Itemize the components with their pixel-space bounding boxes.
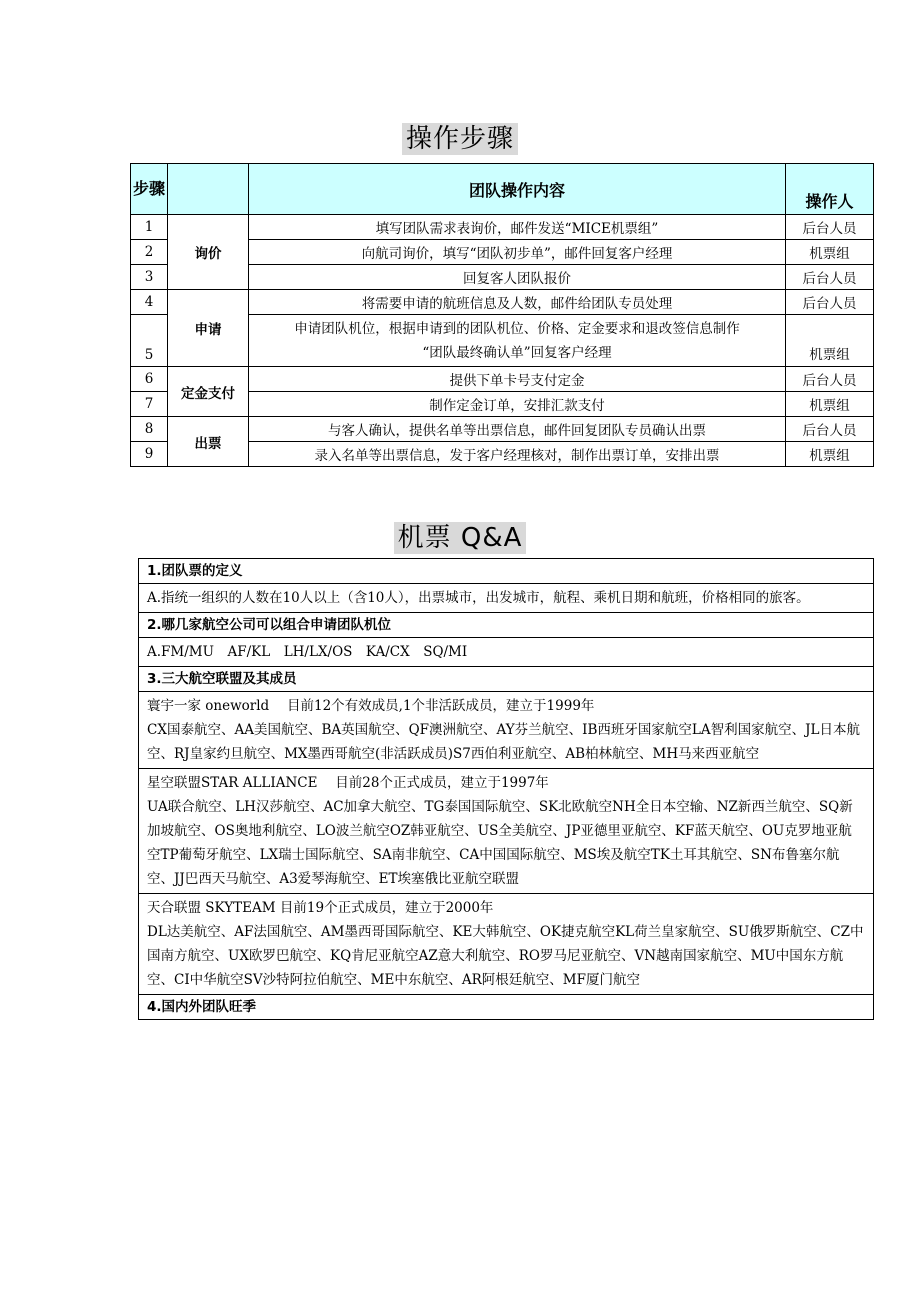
step-content: 向航司询价，填写“团队初步单”，邮件回复客户经理 bbox=[249, 240, 786, 265]
step-operator: 机票组 bbox=[786, 442, 874, 467]
qa-row bbox=[139, 667, 874, 692]
step-operator: 机票组 bbox=[786, 392, 874, 417]
step-number: 5 bbox=[131, 315, 168, 367]
question-4: 4.国内外团队旺季 bbox=[139, 995, 874, 1020]
steps-section-title: 操作步骤 bbox=[0, 118, 920, 155]
steps-header-row bbox=[131, 164, 874, 215]
oneworld-heading: 寰宇一家 oneworld 目前12个有效成员,1个非活跃成员，建立于1999年 bbox=[147, 698, 595, 714]
header-content: 团队操作内容 bbox=[249, 164, 786, 215]
header-step: 步骤 bbox=[131, 164, 168, 215]
step-number: 7 bbox=[131, 392, 168, 417]
step-content-line: “团队最终确认单”回复客户经理 bbox=[422, 344, 612, 361]
step-number: 9 bbox=[131, 442, 168, 467]
step-number: 3 bbox=[131, 265, 168, 290]
qa-row bbox=[139, 692, 874, 769]
qa-row bbox=[139, 584, 874, 613]
answer-2: A.FM/MU AF/KL LH/LX/OS KA/CX SQ/MI bbox=[139, 638, 874, 667]
qa-row bbox=[139, 894, 874, 995]
table-row bbox=[131, 417, 874, 442]
star-alliance-heading: 星空联盟STAR ALLIANCE 目前28个正式成员，建立于1997年 bbox=[147, 775, 549, 791]
oneworld-members: CX国泰航空、AA美国航空、BA英国航空、QF澳洲航空、AY芬兰航空、IB西班牙国家航空LA智利国家航空、JL日本航空、RJ皇家约旦航空、MX墨西哥航空(非活跃成员)S7西伯利亚航空、AB柏林航空、MH马来西亚航空 bbox=[147, 722, 861, 762]
step-content: 制作定金订单，安排汇款支付 bbox=[249, 392, 786, 417]
table-row bbox=[131, 367, 874, 392]
skyteam-heading: 天合联盟 SKYTEAM 目前19个正式成员，建立于2000年 bbox=[147, 900, 494, 916]
phase-ticketing: 出票 bbox=[168, 417, 249, 467]
skyteam-members: DL达美航空、AF法国航空、AM墨西哥国际航空、KE大韩航空、OK捷克航空KL荷兰皇家航空、SU俄罗斯航空、CZ中国南方航空、UX欧罗巴航空、KQ肯尼亚航空AZ意大利航空、RO罗马尼亚航空、VN越南国家航空、MU中国东方航空、CI中华航空SV沙特阿拉伯航空、ME中东航空、AR阿根廷航空、MF厦门航空 bbox=[147, 924, 864, 988]
qa-row bbox=[139, 613, 874, 638]
step-operator: 机票组 bbox=[786, 240, 874, 265]
qa-row bbox=[139, 638, 874, 667]
step-operator: 后台人员 bbox=[786, 215, 874, 240]
step-content bbox=[249, 315, 786, 367]
oneworld-block bbox=[139, 692, 874, 769]
step-operator: 后台人员 bbox=[786, 367, 874, 392]
qa-row bbox=[139, 559, 874, 584]
qa-table bbox=[138, 558, 874, 1020]
step-content: 录入名单等出票信息，发于客户经理核对，制作出票订单，安排出票 bbox=[249, 442, 786, 467]
step-operator: 机票组 bbox=[786, 315, 874, 367]
phase-deposit: 定金支付 bbox=[168, 367, 249, 417]
table-row bbox=[131, 215, 874, 240]
step-content: 与客人确认，提供名单等出票信息，邮件回复团队专员确认出票 bbox=[249, 417, 786, 442]
step-operator: 后台人员 bbox=[786, 290, 874, 315]
star-alliance-members: UA联合航空、LH汉莎航空、AC加拿大航空、TG泰国国际航空、SK北欧航空NH全日本空输、NZ新西兰航空、SQ新加坡航空、OS奥地利航空、LO波兰航空OZ韩亚航空、US全美航空、JP亚德里亚航空、KF蓝天航空、OU克罗地亚航空TP葡萄牙航空、LX瑞士国际航空、SA南非航空、CA中国国际航空、MS埃及航空TK土耳其航空、SN布鲁塞尔航空、JJ巴西天马航空、A3爱琴海航空、ET埃塞俄比亚航空联盟 bbox=[147, 799, 853, 887]
step-number: 1 bbox=[131, 215, 168, 240]
phase-inquiry: 询价 bbox=[168, 215, 249, 290]
step-content-line: 申请团队机位，根据申请到的团队机位、价格、定金要求和退改签信息制作 bbox=[294, 320, 740, 337]
step-content: 将需要申请的航班信息及人数，邮件给团队专员处理 bbox=[249, 290, 786, 315]
step-operator: 后台人员 bbox=[786, 265, 874, 290]
star-alliance-block bbox=[139, 769, 874, 894]
step-number: 8 bbox=[131, 417, 168, 442]
step-content: 提供下单卡号支付定金 bbox=[249, 367, 786, 392]
table-row bbox=[131, 290, 874, 315]
question-1: 1.团队票的定义 bbox=[139, 559, 874, 584]
question-3: 3.三大航空联盟及其成员 bbox=[139, 667, 874, 692]
qa-row bbox=[139, 995, 874, 1020]
step-number: 4 bbox=[131, 290, 168, 315]
step-operator: 后台人员 bbox=[786, 417, 874, 442]
steps-table bbox=[130, 163, 874, 467]
step-number: 6 bbox=[131, 367, 168, 392]
skyteam-block bbox=[139, 894, 874, 995]
qa-section-title: 机票 Q&A bbox=[0, 517, 920, 554]
answer-1: A.指统一组织的人数在10人以上（含10人），出票城市，出发城市，航程、乘机日期和航班，价格相同的旅客。 bbox=[139, 584, 874, 613]
step-content: 填写团队需求表询价，邮件发送“MICE机票组” bbox=[249, 215, 786, 240]
question-2: 2.哪几家航空公司可以组合申请团队机位 bbox=[139, 613, 874, 638]
step-content: 回复客人团队报价 bbox=[249, 265, 786, 290]
step-number: 2 bbox=[131, 240, 168, 265]
qa-row bbox=[139, 769, 874, 894]
header-operator: 操作人 bbox=[786, 164, 874, 215]
phase-apply: 申请 bbox=[168, 290, 249, 367]
header-phase bbox=[168, 164, 249, 215]
